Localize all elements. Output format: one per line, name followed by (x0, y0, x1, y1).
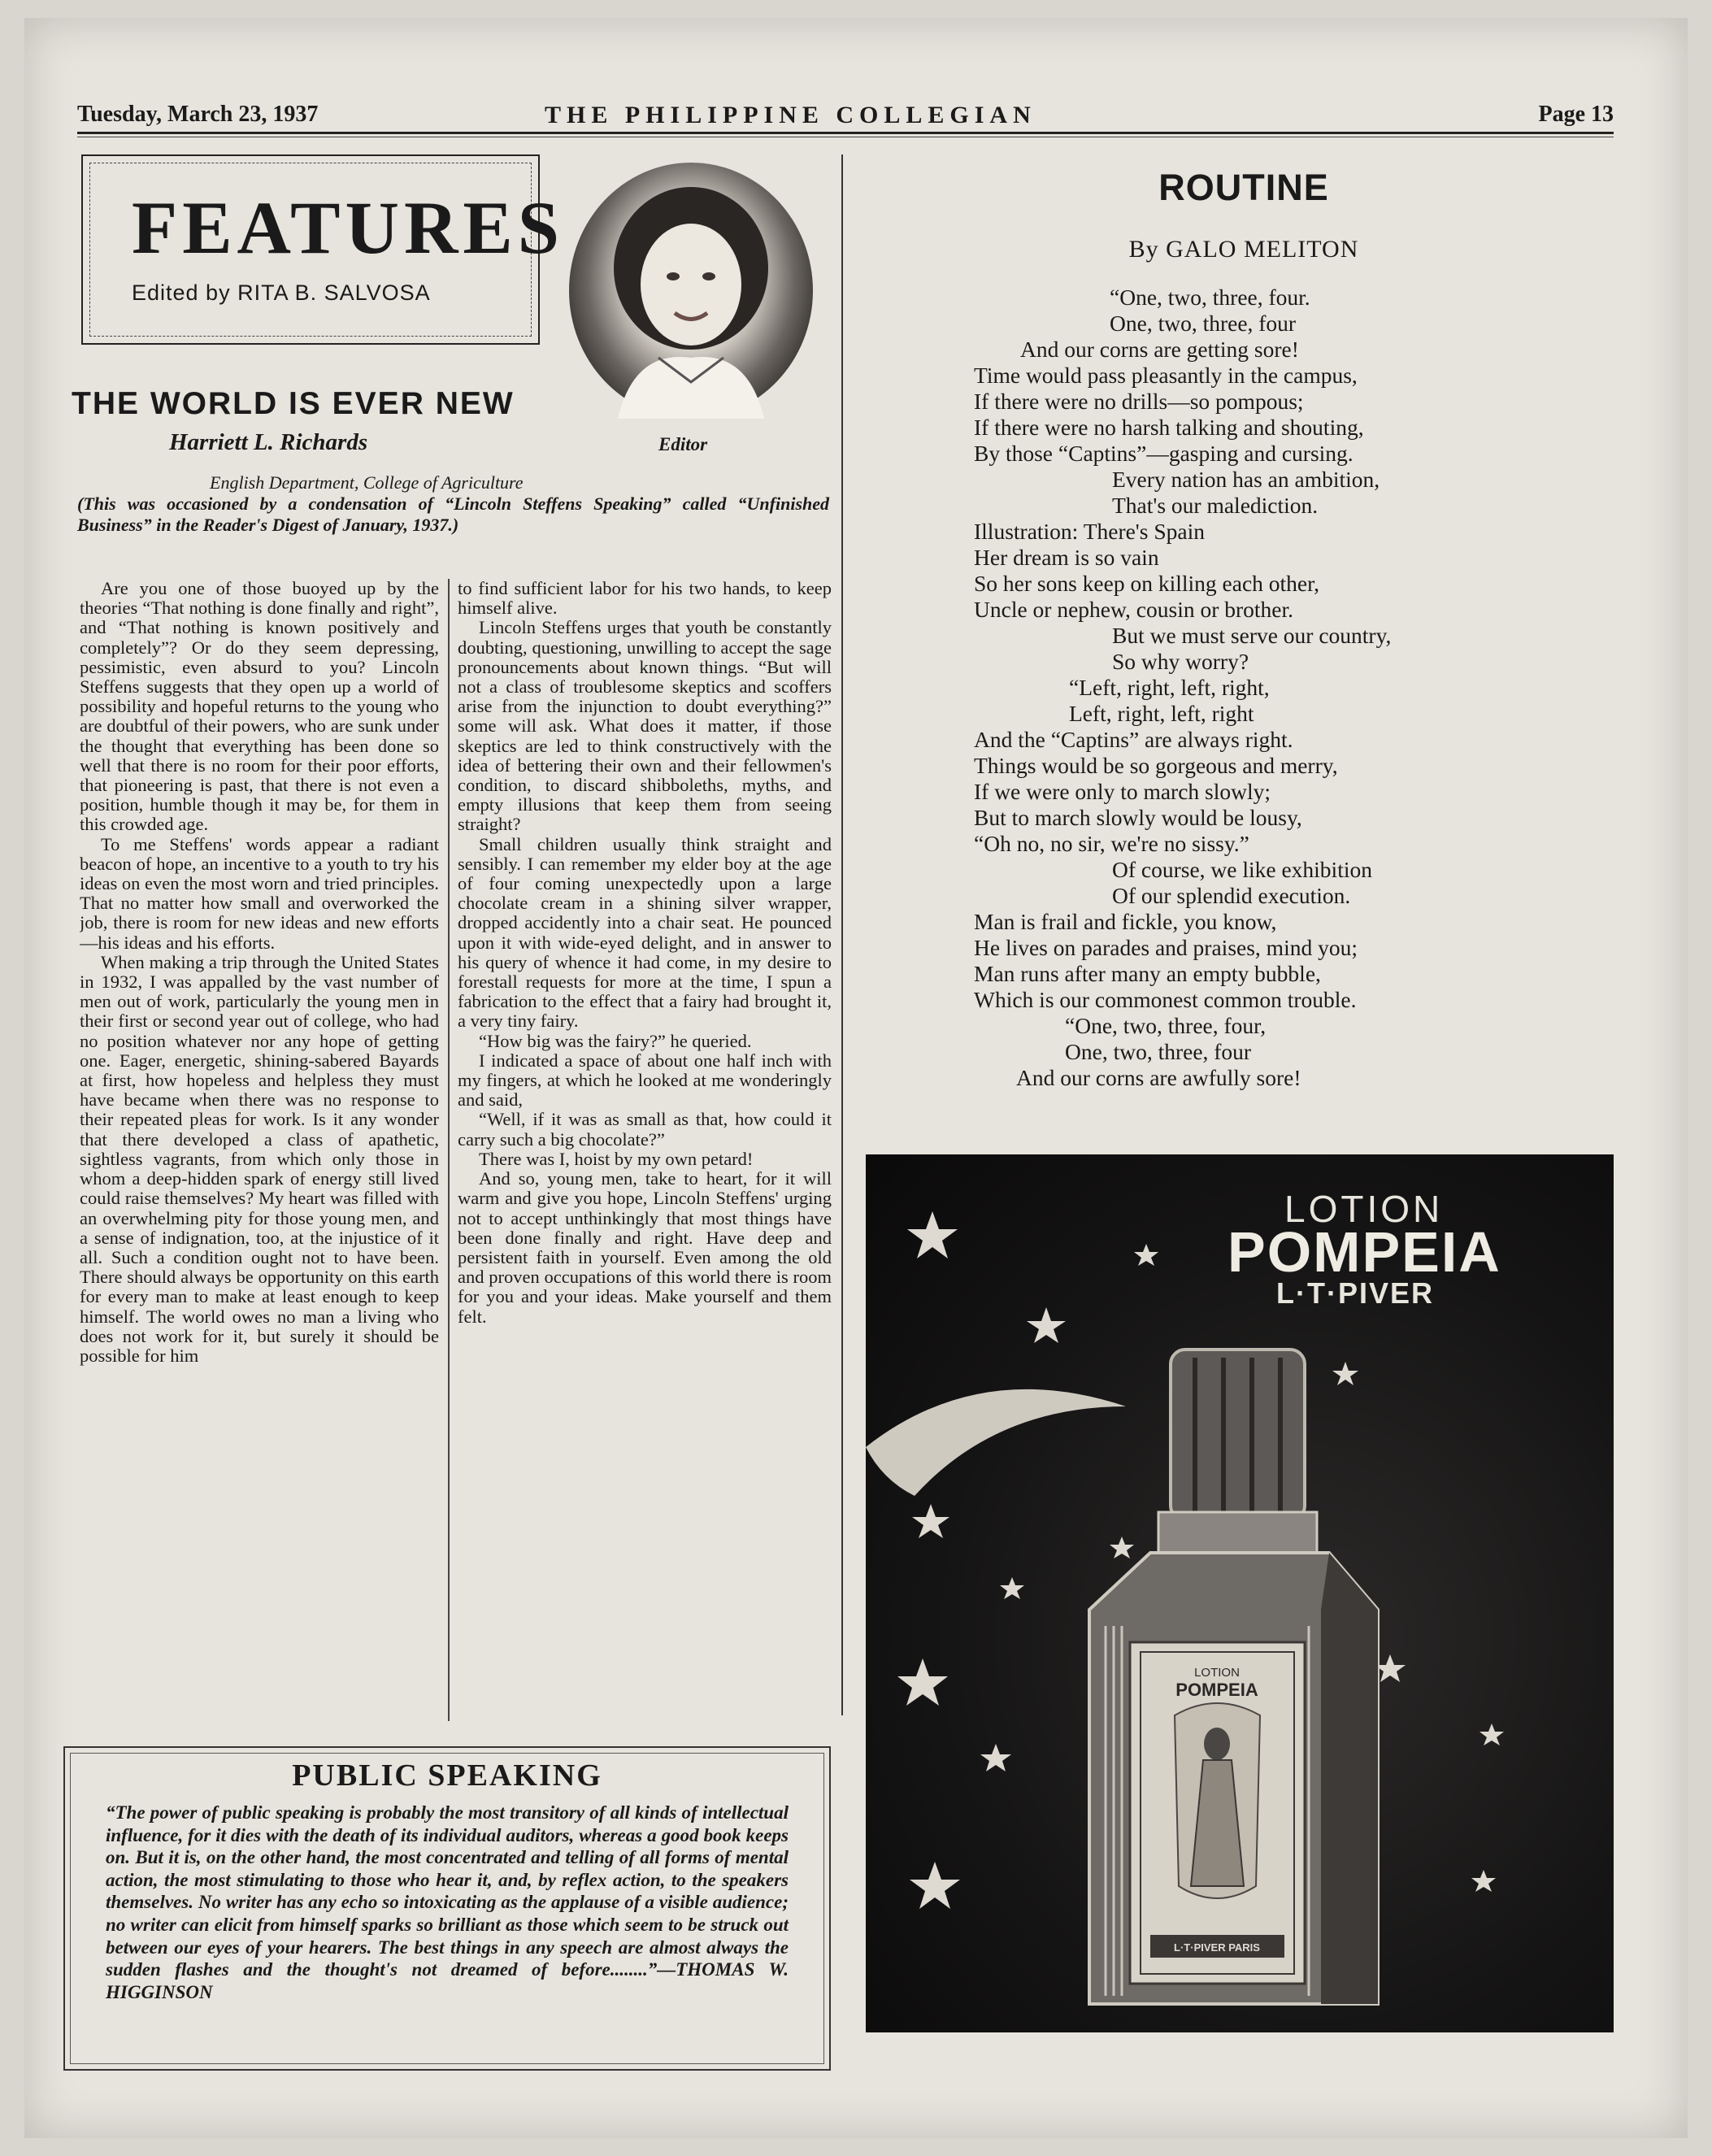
poem-line: Time would pass pleasantly in the campus, (974, 363, 1358, 388)
features-box (81, 154, 564, 345)
poem-line: Of course, we like exhibition (1112, 857, 1372, 882)
poem-line: That's our malediction. (1112, 493, 1319, 518)
paragraph: Small children usually think straight and sensibly. I can remember my elder boy at the age of four coming unexpectedly upon a large chocolate cream in a shining silver wrapper, dropped accidently into a chair seat. He pounced upon it with wide-eyed delight, and in answer to his query of whence it had come, in my desire to forestall requests for more at the time, I spun a fabrication to the effect that a fairy had brought it, a very tiny fairy. (458, 833, 832, 1032)
bottle-label-lotion: LOTION (1194, 1666, 1240, 1680)
column-divider (841, 154, 843, 1715)
star-icon (980, 1744, 1011, 1771)
poem-line: But we must serve our country, (1112, 623, 1392, 648)
star-icon (1480, 1723, 1504, 1745)
poem-line: If there were no drills—so pompous; (974, 389, 1304, 414)
poem-byline: By GALO MELITON (1128, 236, 1359, 263)
poem-line: Man is frail and fickle, you know, (974, 909, 1277, 934)
poem-line: Illustration: There's Spain (974, 519, 1205, 544)
article-department: English Department, College of Agriculture (210, 472, 524, 493)
poem-line: “One, two, three, four. (1110, 285, 1310, 310)
poem-line: Things would be so gorgeous and merry, (974, 753, 1338, 778)
paragraph: When making a trip through the United States in 1932, I was appalled by the vast number of men out of work, particularly the young men in their first or second year out of college, who had no position whatever nor any hope of getting one. Eager, energetic, shining-sabered Bayards at first, how hopeless and helpless they must have became when there was no response to their repeated pleas for work. Is it any wonder that there developed a class of apathetic, sightless vagrants, from which only those in whom a deep-hidden spark of energy still lived could raise themselves? My heart was filled with an overwhelming pity for those young men, and a sense of indignation, too, at the injustice of it all. Such a condition ought not to have been. There should always be opportunity on this earth for every man to make at least enough to keep himself. The world owes no man a living who does not work for it, but surely it should be possible for him (80, 951, 439, 1366)
star-icon (1134, 1244, 1158, 1266)
poem-line: By those “Captins”—gasping and cursing. (974, 441, 1354, 466)
article-title: THE WORLD IS EVER NEW (72, 386, 515, 421)
editor-portrait (569, 163, 813, 419)
paragraph: “Well, if it was as small as that, how could it carry such a big chocolate?” (458, 1109, 832, 1150)
ad-brand-text: POMPEIA (1228, 1220, 1501, 1284)
bottle-label-brand: POMPEIA (1175, 1680, 1258, 1700)
features-title: FEATURES (132, 186, 564, 269)
masthead-rule (77, 132, 1614, 134)
star-icon (907, 1211, 958, 1258)
ad-maker-text: L·T·PIVER (1276, 1276, 1434, 1310)
paragraph: Lincoln Steffens urges that youth be constantly doubting, questioning, unwilling to accept the sage pronouncements about known things. “But will not a class of troublesome skeptics and scoffers arise from the injunction to doubt everything?” some will ask. What does it matter, if those skeptics are led to think constructively with the idea of bettering their own and their fellowmen's condition, to discard shibboleths, myths, and empty illusions that keep them from seeing straight? (458, 617, 832, 835)
portrait-illustration (569, 163, 813, 419)
star-icon (1000, 1577, 1024, 1599)
poem-line: Left, right, left, right (1069, 701, 1254, 726)
features-editor: Edited by RITA B. SALVOSA (132, 280, 431, 305)
article-column-2 (458, 579, 832, 1729)
paragraph: to find sufficient labor for his two hands, to keep himself alive. (458, 579, 832, 619)
star-icon (910, 1862, 960, 1909)
poem-line: But to march slowly would be lousy, (974, 805, 1302, 830)
poem-line: If we were only to march slowly; (974, 779, 1271, 804)
poem-line: He lives on parades and praises, mind you; (974, 935, 1358, 960)
paragraph: To me Steffens' words appear a radiant beacon of hope, an incentive to a youth to try his ideas on even the most worn and tried principles. That no matter how small and overworked the job, there is room for new ideas and new efforts—his ideas and his efforts. (80, 833, 439, 953)
issue-date: Tuesday, March 23, 1937 (77, 102, 319, 127)
public-speaking-box (63, 1746, 831, 2071)
moon-icon (866, 1389, 1126, 1496)
masthead (77, 102, 1614, 131)
star-icon (1332, 1362, 1358, 1385)
poem-line: One, two, three, four (1110, 311, 1297, 336)
star-icon (1110, 1537, 1134, 1558)
star-icon (897, 1658, 948, 1706)
page-number: Page 13 (1538, 102, 1614, 127)
poem-line: Uncle or nephew, cousin or brother. (974, 597, 1294, 622)
poem-line: “Oh no, no sir, we're no sissy.” (974, 831, 1249, 856)
poem-line: And our corns are getting sore! (1020, 337, 1299, 362)
poem-line: Every nation has an ambition, (1112, 467, 1380, 492)
poem-line: If there were no harsh talking and shouting, (974, 415, 1364, 440)
paragraph: There was I, hoist by my own petard! (479, 1148, 754, 1169)
poem-line: “Left, right, left, right, (1069, 675, 1270, 700)
star-icon (912, 1504, 949, 1538)
paragraph: I indicated a space of about one half inch with my fingers, at which he looked at me wonderingly and said, (458, 1050, 832, 1111)
poem-line: So her sons keep on killing each other, (974, 571, 1320, 596)
poem-line: And the “Captins” are always right. (974, 727, 1293, 752)
lotion-bottle (1089, 1350, 1378, 2004)
poem-line: One, two, three, four (1065, 1039, 1252, 1064)
poem-line: And our corns are awfully sore! (1016, 1065, 1301, 1090)
poem-line: “One, two, three, four, (1065, 1013, 1267, 1038)
bottle-label-maker: L·T·PIVER PARIS (1174, 1941, 1260, 1954)
ad-illustration (866, 1154, 1614, 2032)
article-column-1 (80, 579, 439, 1729)
poem-line: Of our splendid execution. (1112, 883, 1351, 908)
article-author: Harriett L. Richards (169, 429, 368, 455)
poem-title: ROUTINE (1158, 167, 1329, 208)
poem-line: Man runs after many an empty bubble, (974, 961, 1321, 986)
paper-name: THE PHILIPPINE COLLEGIAN (545, 102, 1036, 128)
portrait-caption: Editor (658, 434, 708, 454)
article-column-rule (448, 579, 450, 1721)
paragraph: Are you one of those buoyed up by the theories “That nothing is done finally and right”, and “That nothing is known positively and completely”? Or do they seem depressing, pessimistic, even absurd to you? Lincoln Steffens suggests that they open up a world of possibility and hopeful returns to the young who are doubtful of their powers, who are sunk under the thought that everything has been done so well that there is no room for their poor efforts, that pioneering is past, that there is not even a position, humble though it may be, for them in this crowded age. (80, 579, 439, 835)
star-icon (1471, 1870, 1496, 1892)
poem-line: So why worry? (1112, 649, 1249, 674)
paragraph: And so, young men, take to heart, for it will warm and give you hope, Lincoln Steffens' urging not to accept unthinkingly that most things have been done finally and right. Have deep and persistent faith in yourself. Even among the old and proven occupations of this world there is room for you and your ideas. Make yourself and them felt. (458, 1168, 832, 1327)
poem-line: Which is our commonest common trouble. (974, 987, 1357, 1012)
article-note: (This was occasioned by a condensation of “Lincoln Steffens Speaking” called “Unfinished Business” in the Reader's Digest of January, 1937.) (77, 493, 829, 535)
ad-lotion-text: LOTION (1284, 1188, 1444, 1230)
star-icon (1027, 1307, 1066, 1343)
public-speaking-quote: “The power of public speaking is probably the most transitory of all kinds of intellectual influence, for it dies with the death of its individual auditors, whereas a good book keeps on. But it is, on the other hand, the most concentrated and telling of all forms of mental action, the most stimulating to those who hear it, and, by reflex action, to the speakers themselves. No writer has any echo so intoxicating as the applause of a visible audience; no writer can elicit from himself sparks so brilliant as those which seem to be struck out between our eyes of your hearers. The best things in any speech are almost always the sudden flashes and the thought's not dreamed of before........”—THOMAS W. HIGGINSON (106, 1802, 789, 2002)
lotion-advertisement (866, 1154, 1614, 2032)
paragraph: “How big was the fairy?” he queried. (479, 1030, 752, 1051)
poem-line: Her dream is so vain (974, 545, 1159, 570)
public-speaking-title: PUBLIC SPEAKING (292, 1758, 602, 1793)
